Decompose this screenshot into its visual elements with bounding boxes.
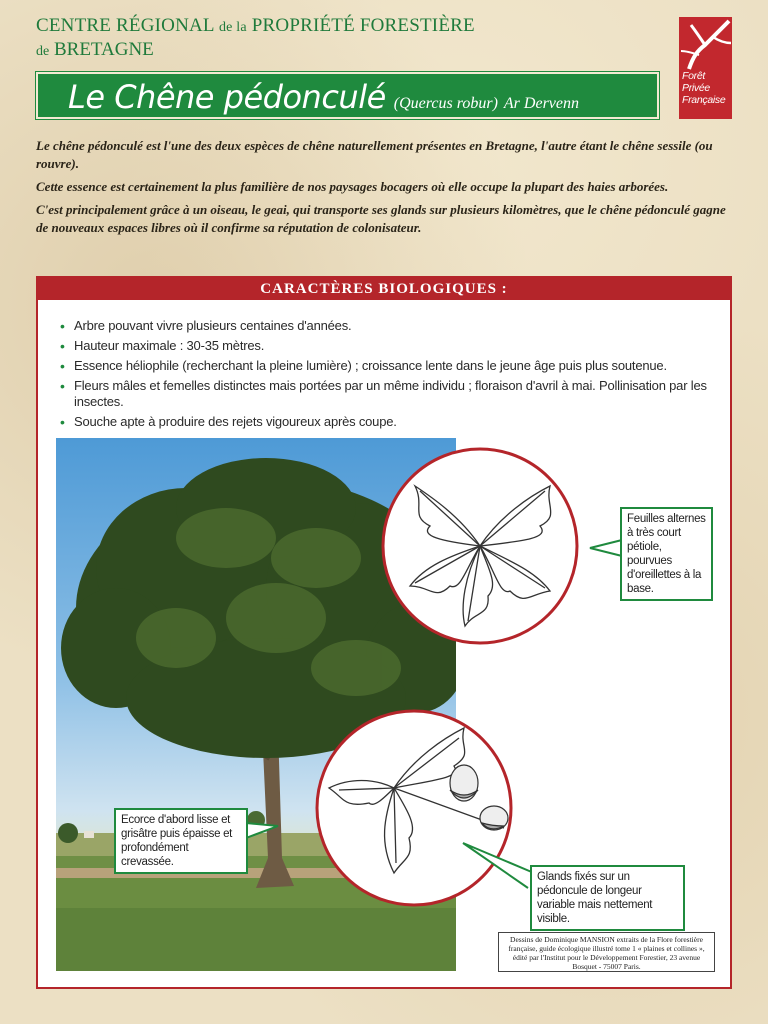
intro-paragraph: Le chêne pédonculé est l'une des deux espèces de chêne naturellement présentes en Bretagne, l'autre étant le chêne sessile (ou rouvre).: [36, 138, 713, 171]
logo-word-1: Forêt: [682, 70, 706, 82]
list-item: • Essence héliophile (recherchant la pleine lumière) ; croissance lente dans le jeune âge puis plus soutenue.: [60, 358, 710, 374]
species-breton-name: Ar Dervenn: [503, 95, 579, 112]
org-name-part2: PROPRIÉTÉ FORESTIÈRE: [251, 15, 475, 36]
tree-logo-icon: [679, 17, 732, 72]
list-item: • Hauteur maximale : 30-35 mètres.: [60, 338, 710, 354]
list-item: • Fleurs mâles et femelles distinctes mais portées par un même individu ; floraison d'avril à mai. Pollinisation par les insectes.: [60, 378, 710, 410]
logo-word-2: Privée: [682, 82, 710, 94]
title-banner: [36, 72, 659, 119]
logo-word-3: Française: [682, 94, 726, 106]
illustration-credits: Dessins de Dominique MANSION extraits de la Flore forestière française, guide écologique illustré tome 1 « plaines et collines », édité par l'Institut pour le Développement Forestier, 23 avenue Bosquet - 75007 Paris.: [498, 932, 715, 972]
org-name-part1: CENTRE RÉGIONAL: [36, 15, 215, 36]
list-item: • Souche apte à produire des rejets vigoureux après coupe.: [60, 414, 710, 430]
org-region-connector: de: [36, 44, 50, 59]
intro-paragraph: C'est principalement grâce à un oiseau, le geai, qui transporte ses glands sur plusieurs kilomètres, que le chêne pédonculé gagne de nouveaux espaces libres où il confirme sa réputation de colonisateur.: [36, 202, 726, 235]
org-name-connector: de la: [218, 20, 247, 35]
intro-text: [36, 137, 736, 242]
species-latin-name: (Quercus robur): [393, 95, 498, 112]
species-name: Le Chêne pédonculé: [68, 78, 386, 116]
leaves-callout: Feuilles alternes à très court pétiole, pourvues d'oreillettes à la base.: [620, 507, 713, 601]
bark-callout: Ecorce d'abord lisse et grisâtre puis épaisse et profondément crevassée.: [114, 808, 248, 874]
biological-characteristics-panel: [36, 276, 732, 989]
foret-privee-logo: [679, 17, 732, 119]
org-region: BRETAGNE: [53, 39, 154, 60]
section-heading: CARACTÈRES BIOLOGIQUES :: [38, 278, 730, 300]
acorns-callout: Glands fixés sur un pédoncule de longeur variable mais nettement visible.: [530, 865, 685, 931]
list-item: • Arbre pouvant vivre plusieurs centaines d'années.: [60, 318, 710, 334]
intro-paragraph: Cette essence est certainement la plus familière de nos paysages bocagers où elle occupe la plupart des haies arborées.: [36, 179, 669, 194]
organization-name: [36, 15, 475, 63]
